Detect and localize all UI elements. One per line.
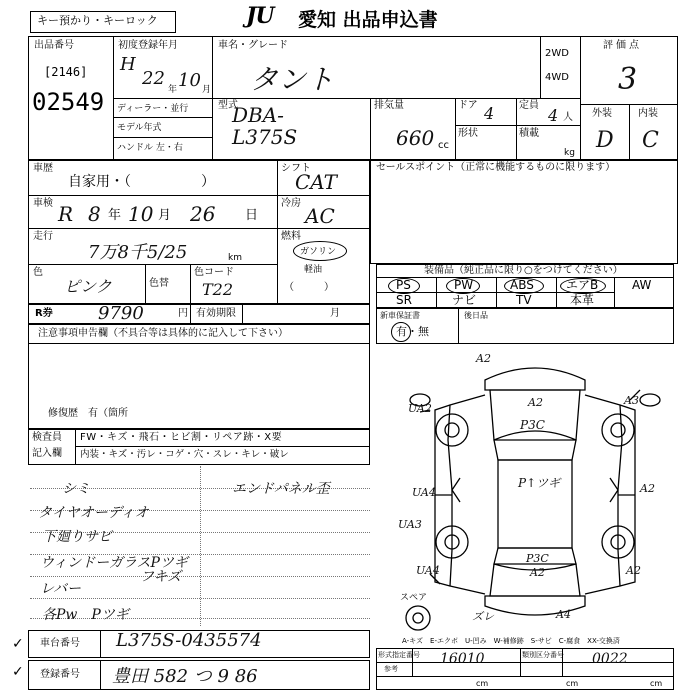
- fuel-gasoline: ガソリン: [300, 247, 337, 257]
- repair-label: 修復歴 有（箇所: [48, 408, 128, 419]
- inspector-label-2: 記入欄: [32, 448, 62, 459]
- selling-point-box: [370, 160, 678, 264]
- equip-airbag: エアB: [566, 278, 599, 292]
- diag-mark-15: ズレ: [472, 610, 494, 623]
- door-value: 4: [484, 104, 495, 123]
- diag-mark-1: A2: [476, 352, 491, 365]
- car-name-value: タント: [250, 63, 335, 96]
- history-label: 車歴: [33, 163, 53, 174]
- model-cert-label: 形式指定番号: [378, 651, 420, 659]
- color-label: 色: [33, 267, 43, 278]
- inspection-day-unit: 日: [245, 208, 259, 223]
- diag-mark-6: P↑ツギ: [518, 476, 561, 490]
- lot-sub-number: [2146]: [44, 65, 88, 79]
- color-code-label: 色コード: [194, 267, 234, 278]
- equip-tv: TV: [516, 293, 532, 307]
- shift-label: シフト: [281, 163, 311, 174]
- model-cert-value: 16010: [440, 651, 485, 667]
- interior-grade: C: [642, 128, 659, 153]
- lot-number: 02549: [32, 88, 105, 116]
- fuel-diesel: 軽油: [304, 265, 323, 275]
- model-label: 型式: [218, 100, 238, 111]
- inspection-label: 車検: [33, 198, 53, 209]
- recycle-value: 9790: [98, 303, 144, 324]
- note-7: フキズ: [140, 569, 182, 585]
- first-reg-month-unit: 月: [202, 85, 212, 95]
- diag-mark-7: A2: [640, 482, 655, 495]
- cert-cm-2: cm: [566, 679, 579, 688]
- key-label: キー預かり・キーロック: [37, 14, 158, 27]
- exterior-grade: D: [596, 128, 614, 153]
- cert-cm-1: cm: [476, 679, 489, 688]
- mileage-label: 走行: [33, 231, 53, 242]
- warranty-circle: [391, 322, 411, 342]
- displacement-value: 660: [396, 126, 435, 150]
- handle-label: ハンドル 左・右: [117, 143, 183, 153]
- score-value: 3: [618, 62, 638, 97]
- equip-abs: ABS: [510, 278, 534, 292]
- brand-logo: JU: [246, 3, 274, 29]
- capacity-value: 4: [548, 106, 559, 125]
- inspection-day: 26: [190, 202, 216, 226]
- note-4: 下廻りサビ: [42, 529, 112, 545]
- recycle-label: R券: [35, 308, 53, 319]
- diag-mark-3: P3C: [520, 418, 545, 432]
- drive-2wd: 2WD: [545, 48, 569, 59]
- history-value: 自家用・（ ）: [68, 174, 215, 190]
- shape-label: 形状: [458, 128, 478, 139]
- equip-ps: PS: [396, 278, 411, 292]
- diag-mark-11: A2: [530, 566, 545, 579]
- note-1: シミ: [62, 481, 90, 497]
- diag-mark-8: UA4: [412, 486, 436, 499]
- color-code: T22: [202, 280, 234, 299]
- model-cert-ref: 参考: [384, 665, 398, 673]
- recycle-month-unit: 月: [330, 308, 340, 319]
- capacity-unit: 人: [563, 112, 573, 123]
- first-reg-year: 22: [142, 68, 165, 89]
- mileage-value: 7万8千5/25: [88, 242, 188, 263]
- diag-mark-5: UA2: [408, 402, 432, 415]
- selling-point-label: セールスポイント（正常に機能するものに限ります）: [376, 162, 616, 173]
- damage-legend: A-キズ E-エクボ U-凹み W-補修跡 S-サビ C-腐食 XX-交換済: [402, 637, 620, 645]
- note-8: 各Pw Pツギ: [42, 607, 129, 623]
- diag-mark-2: A2: [528, 396, 543, 409]
- registration-value: 豊田 582 つ 9 86: [112, 666, 258, 687]
- equip-ps-circle: [388, 278, 420, 294]
- lot-label: 出品番号: [34, 40, 74, 51]
- diag-mark-12: UA4: [416, 564, 440, 577]
- first-reg-label: 初度登録年月: [118, 40, 178, 51]
- check-mark-2: ✓: [12, 664, 24, 680]
- spare-label: スペア: [400, 593, 428, 603]
- model-value: DBA- L375S: [232, 103, 298, 149]
- equip-airbag-circle: [560, 278, 606, 294]
- chassis-label: 車台番号: [40, 638, 80, 649]
- check-mark-1: ✓: [12, 636, 24, 652]
- exterior-label: 外装: [592, 108, 612, 119]
- chassis-value: L375S-0435574: [116, 630, 262, 651]
- equip-sr: SR: [396, 293, 412, 307]
- recycle-deadline-label: 有効期限: [196, 308, 236, 319]
- page-title: 愛知 出品申込書: [298, 9, 438, 31]
- registration-label: 登録番号: [40, 669, 80, 680]
- inspection-year-unit: 年: [108, 208, 122, 223]
- score-label: 評価点: [603, 40, 642, 51]
- inspection-era: R: [58, 202, 74, 226]
- door-label: ドア: [458, 100, 478, 111]
- fuel-gasoline-circle: [293, 241, 347, 261]
- drive-4wd: 4WD: [545, 72, 569, 83]
- color-swap-label: 色替: [149, 278, 169, 289]
- equip-abs-circle: [504, 278, 544, 294]
- color-value: ピンク: [64, 277, 112, 296]
- first-reg-month: 10: [178, 70, 201, 91]
- equip-pw: PW: [454, 278, 474, 292]
- interior-label: 内装: [638, 108, 658, 119]
- aircon-value: AC: [305, 204, 335, 228]
- warranty-label: 新車保証書: [380, 311, 420, 320]
- diag-mark-13: A2: [626, 564, 641, 577]
- aftermarket-label: 後日品: [464, 311, 488, 320]
- class-value: 0022: [592, 651, 628, 667]
- inspection-year: 8: [88, 202, 101, 226]
- diag-mark-10: P3C: [526, 552, 549, 565]
- diag-mark-14: A4: [556, 608, 571, 621]
- displacement-label: 排気量: [374, 100, 404, 111]
- fuel-other: （ ）: [284, 282, 334, 293]
- diag-mark-9: UA3: [398, 518, 422, 531]
- load-unit: kg: [564, 148, 575, 158]
- aircon-label: 冷房: [281, 198, 301, 209]
- inspection-month: 10: [128, 202, 154, 226]
- note-2: エンドパネル歪: [232, 481, 330, 497]
- displacement-unit: cc: [438, 140, 449, 151]
- class-label: 類別区分番号: [522, 651, 564, 659]
- dealer-label: ディーラー・並行: [117, 104, 189, 114]
- inspection-month-unit: 月: [158, 208, 172, 223]
- note-6: レバー: [40, 581, 82, 597]
- load-label: 積載: [519, 128, 539, 139]
- fuel-label: 燃料: [281, 231, 301, 242]
- recycle-unit: 円: [178, 308, 188, 319]
- car-name-label: 車名・グレード: [218, 40, 288, 51]
- first-reg-year-unit: 年: [168, 85, 178, 95]
- first-reg-era: H: [120, 54, 136, 75]
- note-3: タイヤオーディオ: [38, 505, 149, 521]
- capacity-label: 定員: [519, 100, 539, 111]
- cert-cm-3: cm: [650, 679, 663, 688]
- equip-navi: ナビ: [452, 293, 477, 307]
- notes-label: 注意事項申告欄（不具合等は具体的に記入して下さい）: [38, 328, 288, 339]
- equip-pw-circle: [446, 278, 480, 294]
- equip-aw: AW: [632, 278, 652, 292]
- equip-leather: 本革: [570, 293, 595, 307]
- inspector-row-2: 内装・キズ・汚レ・コゲ・穴・スレ・キレ・破レ: [80, 449, 289, 460]
- equipment-label: 装備品（純正品に限り○をつけてください）: [424, 265, 623, 276]
- note-5: ウィンドーガラスPツギ: [40, 555, 188, 571]
- diag-mark-4: A3: [624, 394, 639, 407]
- model-year-label: モデル年式: [117, 123, 162, 133]
- inspector-row-1: FW・キズ・飛石・ヒビ割・リペア跡・X要: [80, 432, 283, 443]
- warranty-value: 有・無: [396, 325, 429, 338]
- mileage-unit: km: [228, 253, 242, 263]
- shift-value: CAT: [295, 170, 337, 194]
- inspector-label-1: 検査員: [32, 432, 62, 443]
